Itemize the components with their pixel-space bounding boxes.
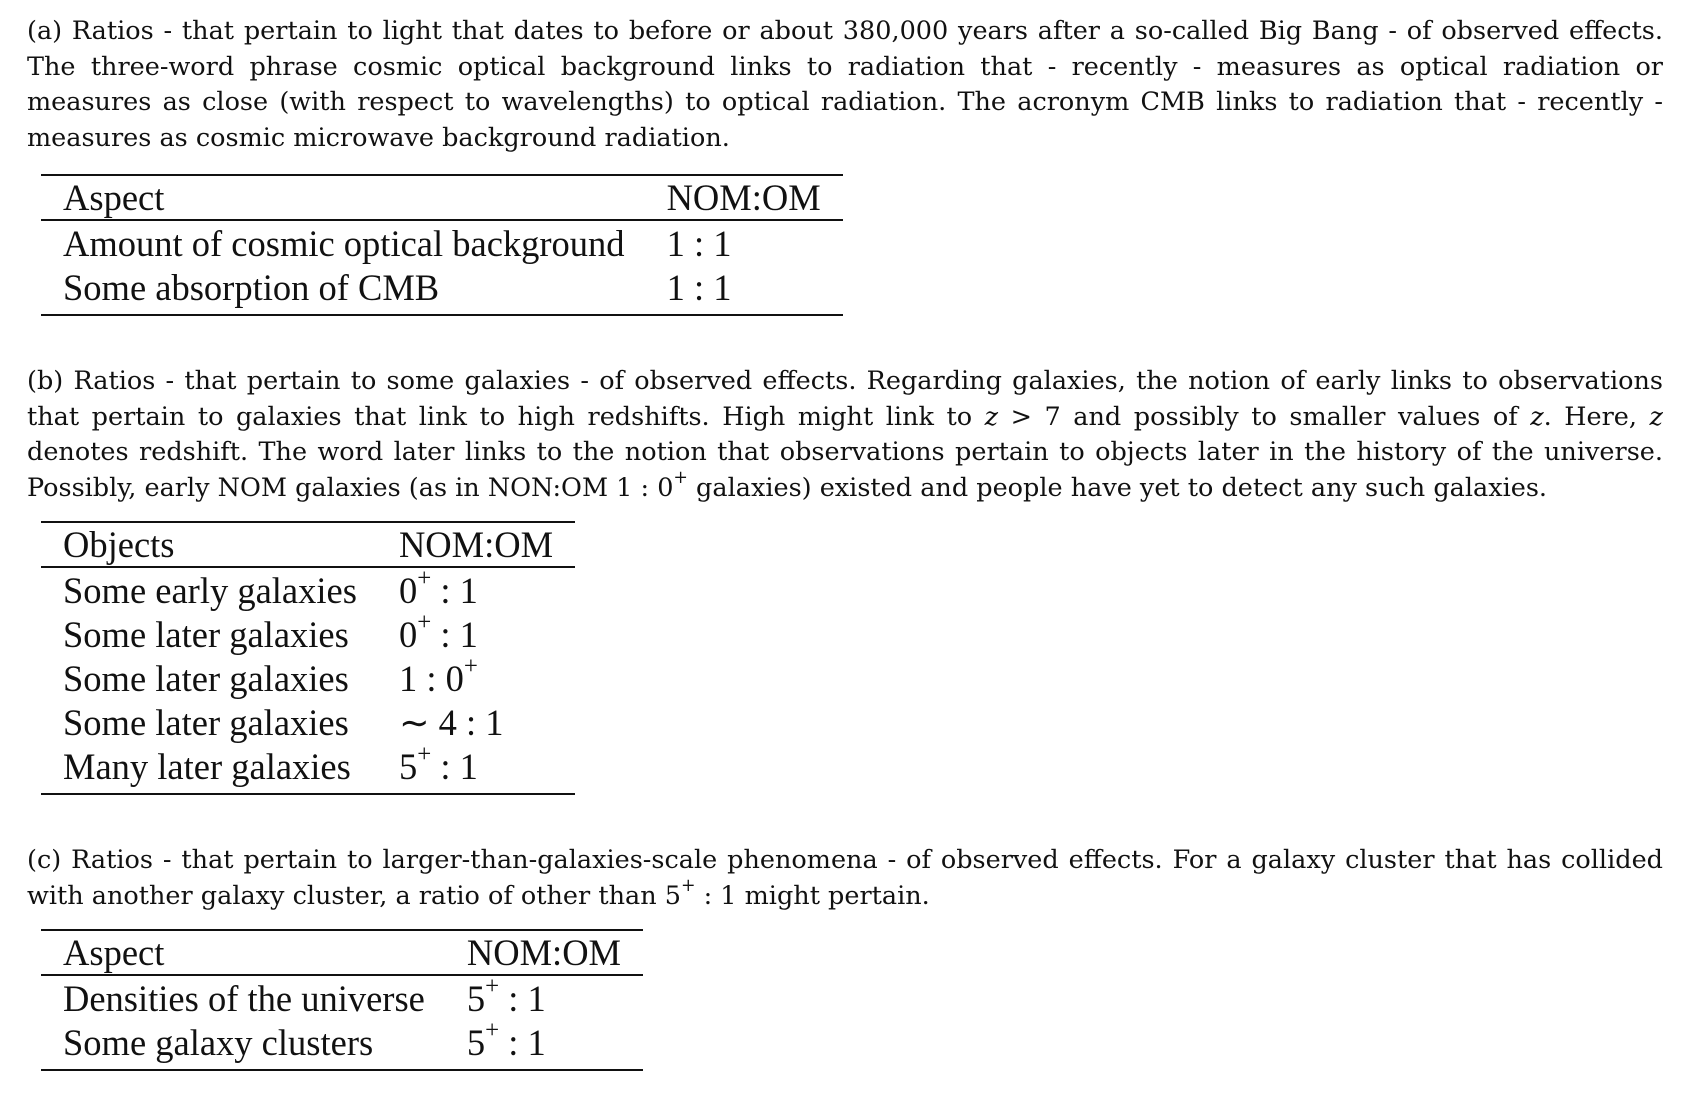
section-a-paragraph: (a) Ratios - that pertain to light that dates to before or about 380,000 years after a so-called Big Bang - of observed effects. The three-word phrase cosmic optical background links to radiation that - recently - measures as optical radiation or measures as close (with respect to wavelengths) to optical radiation. The acronym CMB links to radiation that - recently - measures as cosmic microwave background radiation. [27, 16, 1663, 153]
row-label: Some galaxy clusters [41, 1021, 455, 1070]
section-b-paragraph: (b) Ratios - that pertain to some galaxies - of observed effects. Regarding galaxies, the notion of early links to observations that pertain to galaxies that link to high redshifts. High might link to z > 7 and possibly to smaller values of z. Here, z denotes redshift. The word later links to the notion that observations pertain to objects later in the history of the universe. Possibly, early NOM galaxies (as in NON:OM 1 : 0+ galaxies) existed and people have yet to detect any such galaxies. [27, 366, 1663, 503]
row-label: Amount of cosmic optical background [63, 223, 625, 264]
page-content [27, 14, 1663, 1071]
row-ratio: 1 : 1 [666, 223, 732, 264]
table-b-header [41, 522, 575, 567]
table-row [41, 567, 575, 613]
table-row [41, 1021, 643, 1070]
table-b [41, 521, 575, 795]
table-b-header-objects: Objects [41, 522, 387, 567]
row-label: Some early galaxies [63, 570, 357, 611]
table-c [41, 929, 643, 1071]
table-row [41, 220, 843, 266]
row-ratio: 5+ : 1 [466, 973, 546, 1019]
row-ratio: 5+ : 1 [455, 1021, 643, 1070]
table-b-header-ratio: NOM:OM [387, 522, 575, 567]
table-a-header [41, 175, 843, 220]
table-c-header-ratio: NOM:OM [455, 930, 643, 975]
table-c-header-aspect: Aspect [41, 930, 455, 975]
row-label: Some later galaxies [63, 702, 349, 743]
row-label: Some absorption of CMB [41, 266, 655, 315]
table-a-header-ratio: NOM:OM [655, 175, 843, 220]
table-row [41, 657, 575, 701]
row-ratio: ∼ 4 : 1 [398, 702, 504, 743]
row-ratio: 5+ : 1 [387, 745, 575, 794]
row-ratio: 0+ : 1 [398, 565, 478, 611]
row-ratio: 0+ : 1 [398, 609, 478, 655]
table-a [41, 174, 843, 316]
table-c-header [41, 930, 643, 975]
table-row [41, 701, 575, 745]
row-label: Some later galaxies [63, 658, 349, 699]
row-ratio: 1 : 0+ [398, 653, 478, 699]
table-a-header-aspect: Aspect [41, 175, 655, 220]
row-label: Many later galaxies [41, 745, 387, 794]
row-ratio: 1 : 1 [655, 266, 843, 315]
section-c-paragraph: (c) Ratios - that pertain to larger-than-galaxies-scale phenomena - of observed effects. For a galaxy cluster that has collided with another galaxy cluster, a ratio of other than 5+ : 1 might pertain. [27, 845, 1663, 911]
table-row [41, 745, 575, 794]
table-row [41, 613, 575, 657]
row-label: Some later galaxies [63, 614, 349, 655]
row-label: Densities of the universe [63, 978, 425, 1019]
table-row [41, 975, 643, 1021]
table-row [41, 266, 843, 315]
